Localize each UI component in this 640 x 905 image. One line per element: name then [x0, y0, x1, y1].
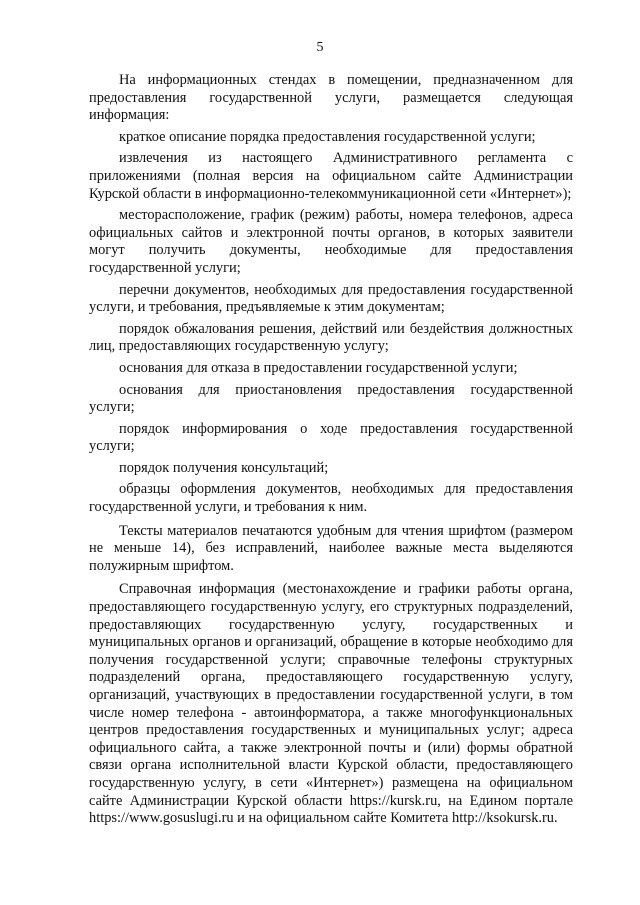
paragraph-list-item: порядок обжалования решения, действий или бездействия должностных лиц, предоставляющих государственную услугу;	[89, 320, 573, 355]
paragraph-list-item: перечни документов, необходимых для предоставления государственной услуги, и требования, предъявляемые к этим документам;	[89, 281, 573, 316]
paragraph-list-item: месторасположение, график (режим) работы, номера телефонов, адреса официальных сайтов и электронной почты органов, в которых заявители могут получить документы, необходимые для предоставления государственной услуги;	[89, 207, 573, 276]
page-number: 5	[316, 40, 324, 55]
paragraph-list-item: извлечения из настоящего Административного регламента с приложениями (полная версия на официальном сайте Администрации Курской области в информационно-телекоммуникационной сети «Интернет»);	[89, 150, 573, 202]
paragraph-list-item: образцы оформления документов, необходимых для предоставления государственной услуги, и требования к ним.	[89, 481, 573, 516]
paragraph-list-item: основания для приостановления предоставления государственной услуги;	[89, 381, 573, 416]
paragraph-list-item: основания для отказа в предоставлении государственной услуги;	[119, 359, 518, 376]
paragraph-intro: На информационных стендах в помещении, предназначенном для предоставления государственной услуги, размещается следующая информация:	[89, 72, 573, 124]
document-body	[89, 72, 573, 828]
paragraph-list-item: краткое описание порядка предоставления государственной услуги;	[119, 128, 536, 145]
paragraph-reference-info: Справочная информация (местонахождение и графики работы органа, предоставляющего государственную услугу, его структурных подразделений, предоставляющих государственную услугу, государственных и муниципальных органов и организаций, обращение в которые необходимо для получения государственной услуги; справочные телефоны структурных подразделений органа, предоставляющего государственную услугу, организаций, участвующих в предоставлении государственной услуги, в том числе номер телефона - автоинформатора, а также многофункциональных центров предоставления государственных и муниципальных услуг; адреса официального сайта, а также электронной почты и (или) формы обратной связи органа исполнительной власти Курской области, предоставляющего государственную услугу, в сети «Интернет») размещена на официальном сайте Администрации Курской области https://kursk.ru, на Едином портале https://www.gosuslugi.ru и на официальном сайте Комитета http://ksokursk.ru.	[89, 581, 573, 827]
paragraph-list-item: порядок получения консультаций;	[119, 459, 329, 476]
paragraph-list-item: порядок информирования о ходе предоставления государственной услуги;	[89, 420, 573, 455]
paragraph-font-requirements: Тексты материалов печатаются удобным для чтения шрифтом (размером не меньше 14), без исправлений, наиболее важные места выделяются полужирным шрифтом.	[89, 522, 573, 574]
